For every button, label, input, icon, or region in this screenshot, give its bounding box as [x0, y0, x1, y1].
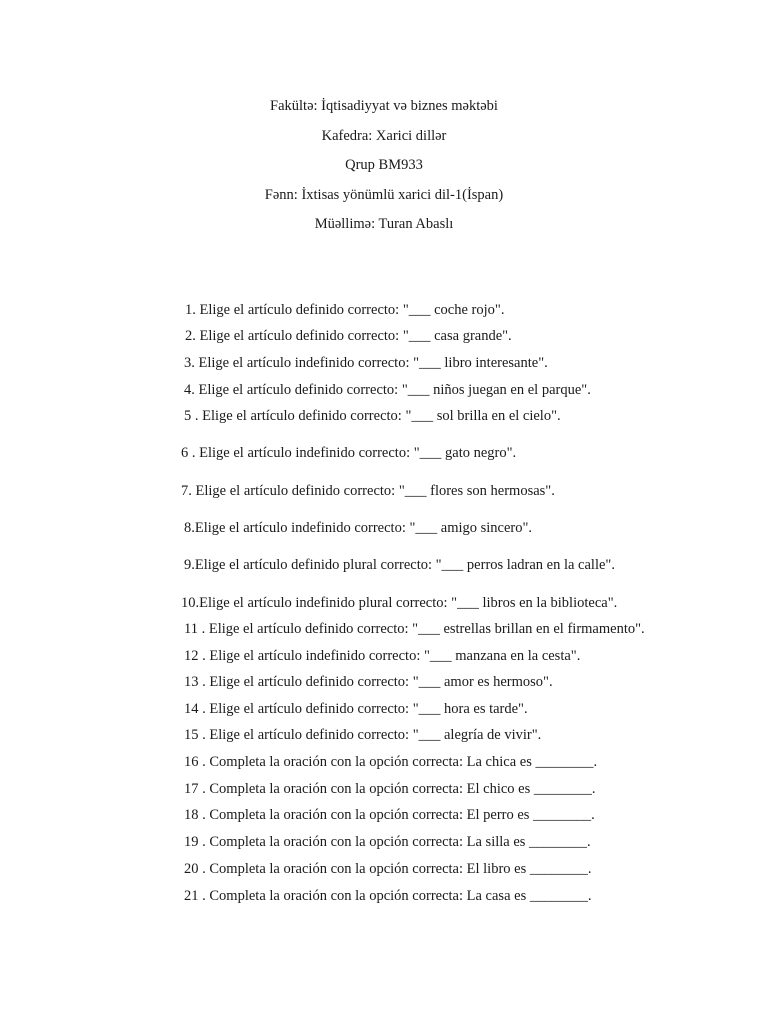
teacher-line: Müəllimə: Turan Abaslı: [314, 216, 454, 232]
question-item: 10.Elige el artículo indefinido plural correcto: "___ libros en la biblioteca".: [181, 595, 618, 611]
question-item: 8.Elige el artículo indefinido correcto: "___ amigo sincero".: [184, 520, 533, 536]
question-item: 1. Elige el artículo definido correcto: "___ coche rojo".: [185, 302, 505, 318]
question-item: 6 . Elige el artículo indefinido correcto: "___ gato negro".: [181, 445, 517, 461]
question-item: 18 . Completa la oración con la opción correcta: El perro es ________.: [184, 807, 595, 823]
question-item: 19 . Completa la oración con la opción correcta: La silla es ________.: [184, 834, 591, 850]
question-item: 13 . Elige el artículo definido correcto: "___ amor es hermoso".: [184, 674, 553, 690]
question-item: 11 . Elige el artículo definido correcto: "___ estrellas brillan en el firmamento".: [184, 621, 645, 637]
question-item: 17 . Completa la oración con la opción correcta: El chico es ________.: [184, 781, 596, 797]
question-item: 15 . Elige el artículo definido correcto: "___ alegría de vivir".: [184, 727, 542, 743]
question-item: 2. Elige el artículo definido correcto: "___ casa grande".: [185, 328, 512, 344]
question-item: 5 . Elige el artículo definido correcto: "___ sol brilla en el cielo".: [184, 408, 561, 424]
question-item: 14 . Elige el artículo definido correcto: "___ hora es tarde".: [184, 701, 528, 717]
question-item: 20 . Completa la oración con la opción correcta: El libro es ________.: [184, 861, 592, 877]
question-item: 16 . Completa la oración con la opción correcta: La chica es ________.: [184, 754, 598, 770]
question-item: 21 . Completa la oración con la opción correcta: La casa es ________.: [184, 888, 592, 904]
question-item: 9.Elige el artículo definido plural correcto: "___ perros ladran en la calle".: [184, 557, 615, 573]
subject-line: Fənn: İxtisas yönümlü xarici dil-1(İspan): [264, 186, 504, 203]
group-line: Qrup BM933: [345, 157, 423, 173]
question-item: 7. Elige el artículo definido correcto: "___ flores son hermosas".: [181, 483, 555, 499]
question-item: 3. Elige el artículo indefinido correcto: "___ libro interesante".: [184, 355, 548, 371]
document-header: [0, 92, 768, 240]
question-item: 4. Elige el artículo definido correcto: "___ niños juegan en el parque".: [184, 382, 591, 398]
question-item: 12 . Elige el artículo indefinido correcto: "___ manzana en la cesta".: [184, 648, 581, 664]
department-line: Kafedra: Xarici dillər: [321, 127, 447, 144]
faculty-line: Fakültə: İqtisadiyyat və biznes məktəbi: [270, 98, 498, 114]
